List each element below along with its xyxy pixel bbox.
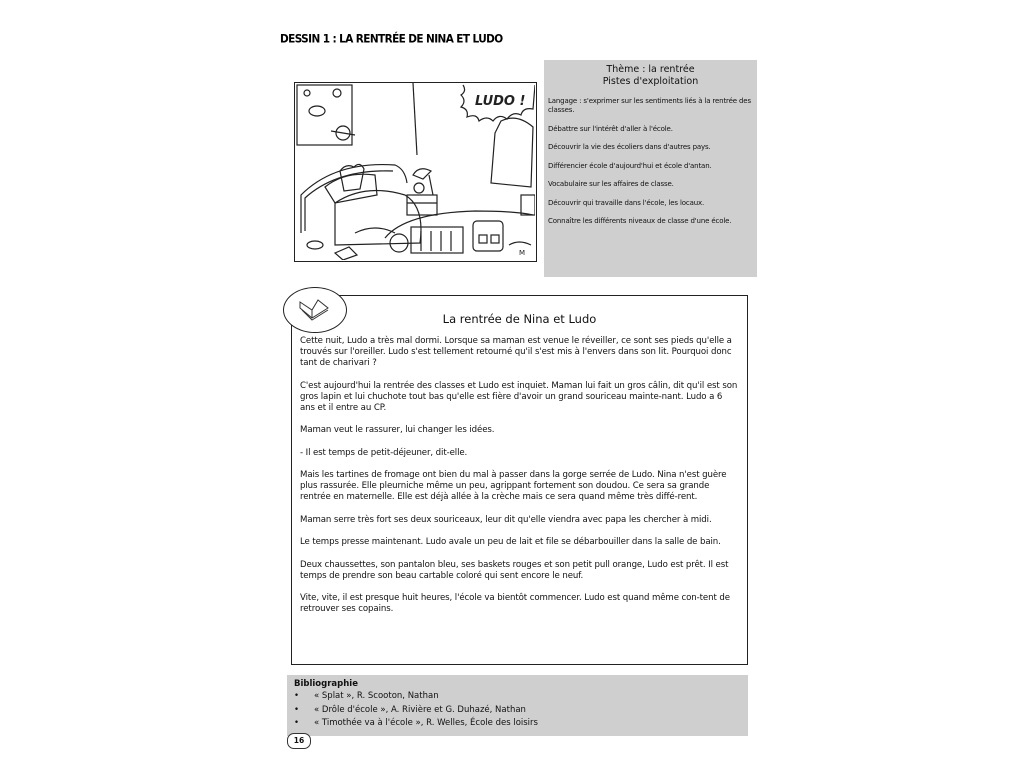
story-paragraph: Maman veut le rassurer, lui changer les idées. (300, 425, 495, 435)
toy-box (411, 227, 463, 253)
bullet-icon: • (294, 718, 300, 728)
space-poster (297, 85, 352, 145)
bedroom-drawing (295, 83, 535, 260)
story-paragraph: - Il est temps de petit-déjeuner, dit-elle. (300, 447, 468, 458)
bullet-icon: • (294, 704, 300, 715)
theme-title-line: Thème : la rentrée (606, 64, 695, 75)
story-paragraph: Maman serre très fort ses deux souriceaux, leur dit qu'elle viendra avec papa les chercher à midi. (300, 514, 712, 525)
theme-item: Connaître les différents niveaux de classe d'une école. (548, 217, 732, 225)
bibliography-item-text: « Splat », R. Scooton, Nathan (314, 691, 439, 701)
story-paragraph: Le temps presse maintenant. Ludo avale un peu de lait et file se débarbouiller dans la salle de bain. (300, 537, 721, 547)
story-paragraph: Mais les tartines de fromage ont bien du mal à passer dans la gorge serrée de Ludo. Nina n'est guère plus rassurée. Elle pleurniche même un peu, agrippant fortement son doudou. Ce sera sa grande rentrée en maternelle. Elle est déjà allée à la crèche mais ce sera quand même très diffé-rent. (300, 470, 727, 502)
open-book-icon (284, 288, 346, 332)
story-title: La rentrée de Nina et Ludo (442, 312, 597, 326)
theme-title (548, 64, 753, 88)
bibliography-title: Bibliographie (294, 679, 358, 689)
theme-subtitle-line: Pistes d'exploitation (602, 76, 699, 87)
theme-item: Vocabulaire sur les affaires de classe. (548, 180, 674, 188)
bibliography-panel (287, 675, 748, 736)
page-title: DESSIN 1 : LA RENTRÉE DE NINA ET LUDO (280, 32, 503, 46)
story-paragraph: Vite, vite, il est presque huit heures, l'école va bientôt commencer. Ludo est quand même con-tent de retrouver ses copains. (300, 593, 730, 614)
story-paragraph: Cette nuit, Ludo a très mal dormi. Lorsque sa maman est venue le réveiller, ce sont ses pieds qu'elle a trouvés sur l'oreiller. Ludo s'est tellement retourné qu'il s'est mis à l'envers dans son lit. Pourquoi donc tant de charivari ? (300, 336, 732, 368)
theme-item: Débattre sur l'intérêt d'aller à l'école. (548, 124, 673, 133)
theme-item: Langage : s'exprimer sur les sentiments liés à la rentrée des classes. (548, 97, 751, 114)
bibliography-item-text: « Timothée va à l'école », R. Welles, École des loisirs (314, 718, 538, 728)
theme-item: Différencier école d'aujourd'hui et école d'antan. (548, 161, 712, 170)
bibliography-item (294, 690, 741, 704)
artist-signature: M (519, 249, 526, 257)
theme-panel (544, 60, 757, 277)
story-paragraph: Deux chaussettes, son pantalon bleu, ses baskets rouges et son petit pull orange, Ludo est prêt. Il est temps de prendre son beau cartable coloré qui sent encore le neuf. (300, 559, 729, 581)
story-paragraph: C'est aujourd'hui la rentrée des classes et Ludo est inquiet. Maman lui fait un gros câlin, dit qu'il est son gros lapin et lui chuchote tout bas qu'elle est fière d'avoir un grand souriceau mainte-nant. Ludo a 6 ans et il entre au CP. (300, 380, 738, 413)
page-number: 16 (287, 733, 311, 749)
bibliography-item-text: « Drôle d'école », A. Rivière et G. Duhazé, Nathan (314, 704, 526, 715)
story-box (291, 295, 748, 665)
theme-item: Découvrir la vie des écoliers dans d'autres pays. (548, 143, 711, 151)
bibliography-item (294, 717, 741, 731)
book-badge (283, 287, 347, 333)
theme-item: Découvrir qui travaille dans l'école, les locaux. (548, 198, 705, 207)
illustration-bedroom (294, 82, 537, 262)
bibliography-item (294, 704, 741, 718)
bullet-icon: • (294, 691, 300, 701)
speech-bubble-text: LUDO ! (475, 94, 526, 109)
